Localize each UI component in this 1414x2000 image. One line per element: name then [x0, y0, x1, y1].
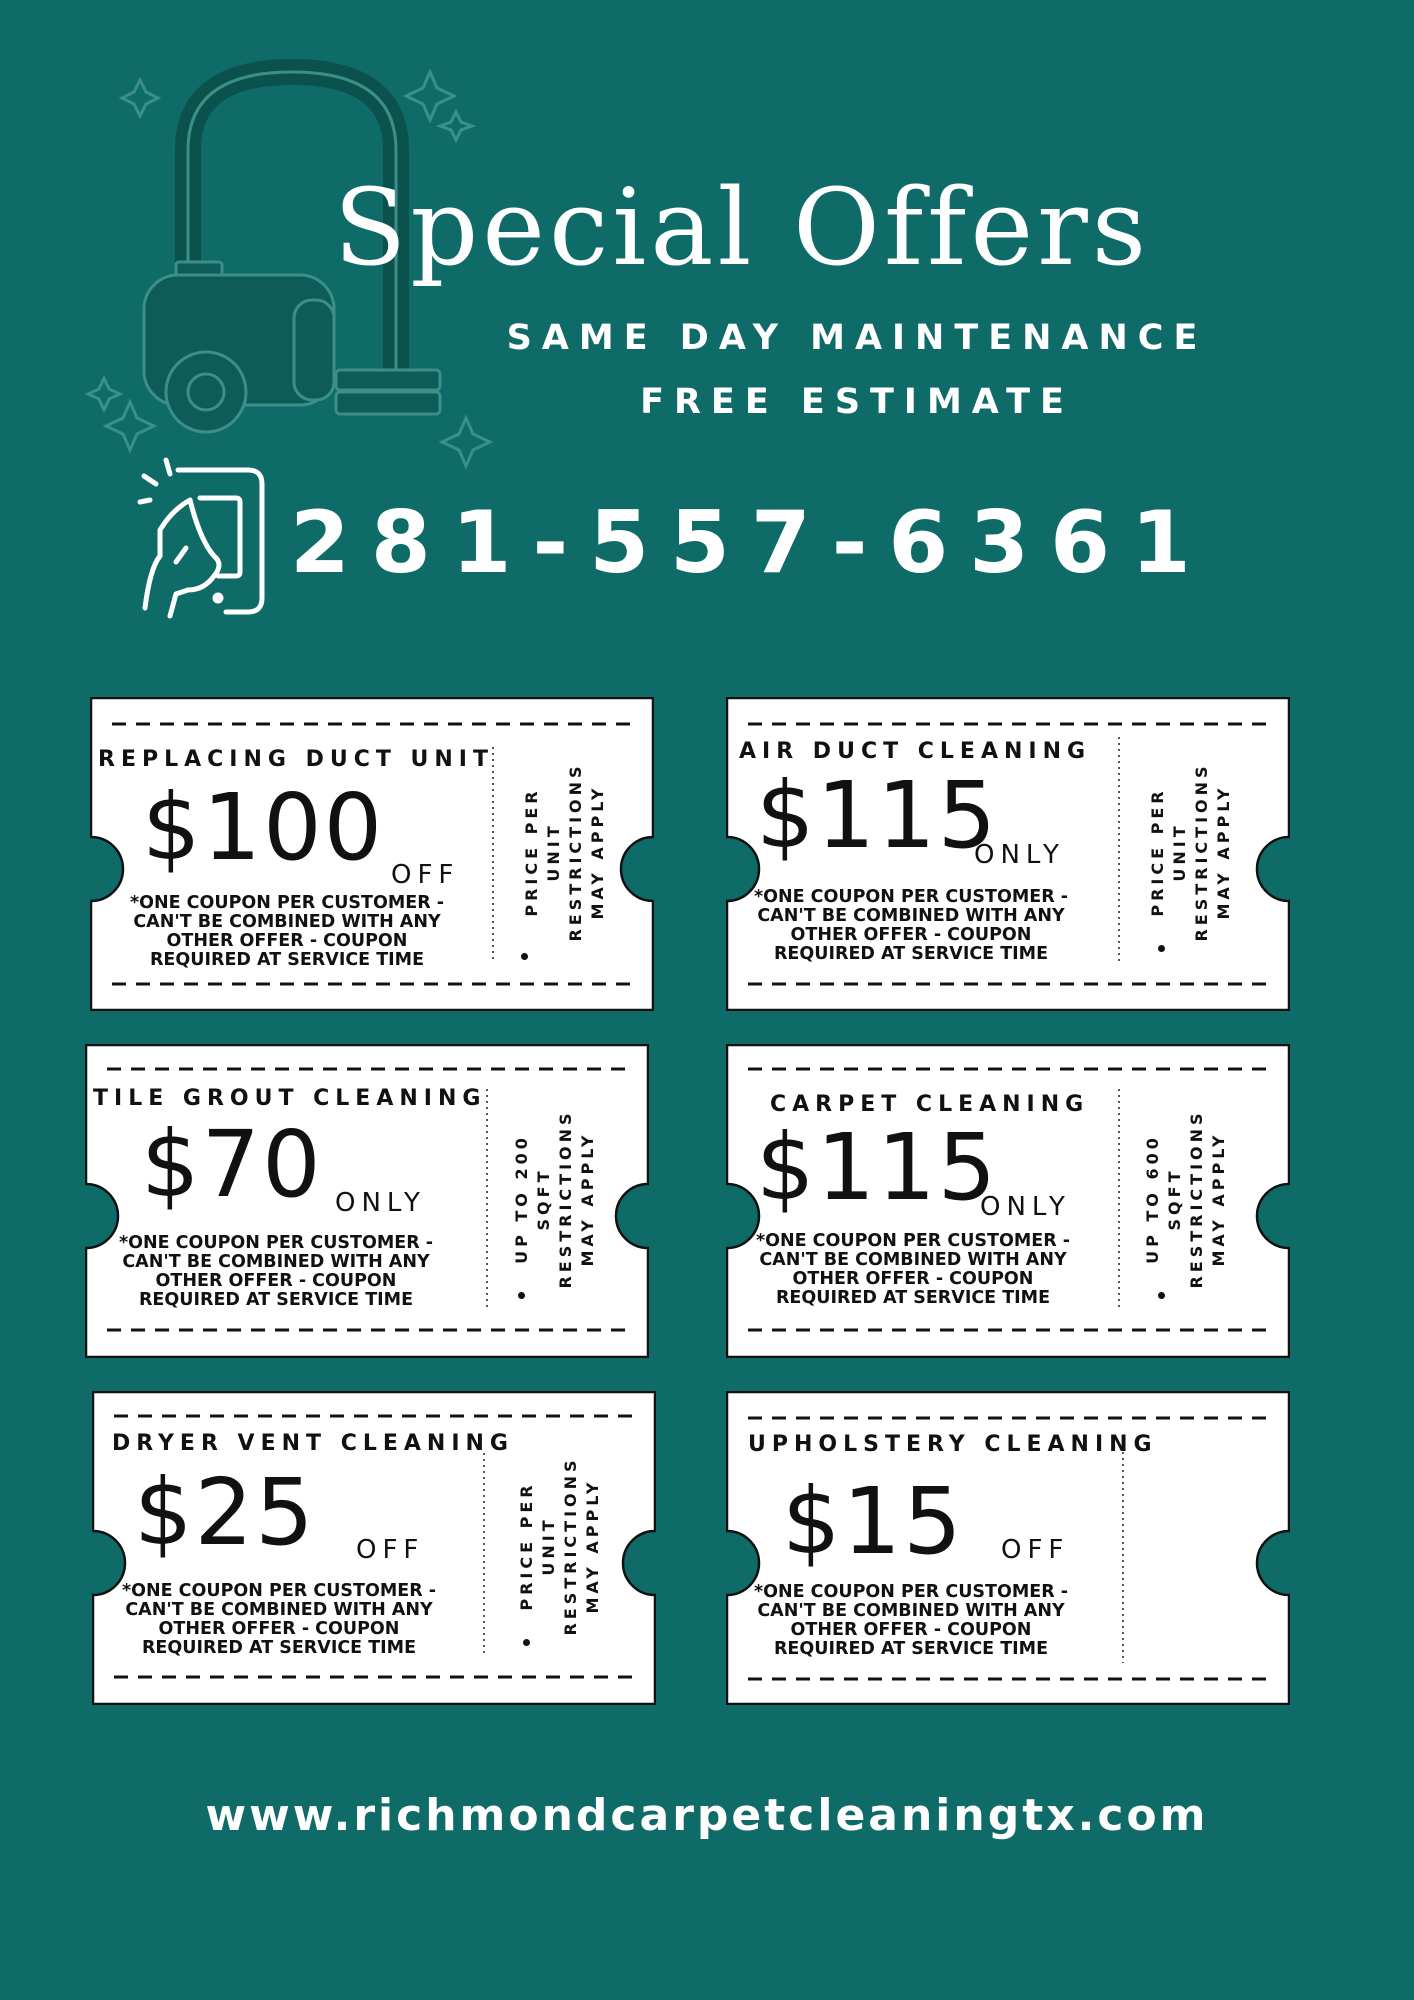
coupon-title: CARPET CLEANING: [770, 1092, 1090, 1117]
coupon-price: $70: [141, 1111, 323, 1218]
side-line-4: MAY APPLY: [1214, 784, 1233, 920]
side-line-4: MAY APPLY: [583, 1478, 602, 1614]
coupon-fine-print: *ONE COUPON PER CUSTOMER - CAN'T BE COMBINED WITH ANY OTHER OFFER - COUPON REQUIRED AT SERVICE TIME: [118, 1233, 434, 1310]
side-line-3: RESTRICTIONS: [1192, 762, 1211, 942]
bullet-dot: [523, 1639, 530, 1646]
touch-phone-icon: [140, 460, 262, 616]
side-line-2: UNIT: [539, 1516, 558, 1576]
coupon-fine-print: *ONE COUPON PER CUSTOMER - CAN'T BE COMBINED WITH ANY OTHER OFFER - COUPON REQUIRED AT SERVICE TIME: [755, 1231, 1071, 1308]
coupon-fine-print: *ONE COUPON PER CUSTOMER - CAN'T BE COMBINED WITH ANY OTHER OFFER - COUPON REQUIRED AT SERVICE TIME: [753, 887, 1069, 964]
coupon-fine-print: *ONE COUPON PER CUSTOMER - CAN'T BE COMBINED WITH ANY OTHER OFFER - COUPON REQUIRED AT SERVICE TIME: [121, 1581, 437, 1658]
phone-number[interactable]: 281-557-6361: [290, 493, 1212, 593]
coupon-title: UPHOLSTERY CLEANING: [748, 1432, 1158, 1457]
coupon-side-note: [500, 1084, 610, 1314]
side-line-4: MAY APPLY: [578, 1131, 597, 1267]
coupon-tag: ONLY: [335, 1188, 426, 1218]
side-line-1: UP TO 600: [1143, 1134, 1162, 1264]
coupon-carpet-cleaning[interactable]: [726, 1044, 1290, 1358]
side-line-2: UNIT: [544, 822, 563, 882]
coupon-air-duct-cleaning[interactable]: [726, 697, 1290, 1011]
bullet-dot: [518, 1292, 525, 1299]
coupon-upholstery-cleaning[interactable]: [726, 1391, 1290, 1705]
coupon-side-note: [1131, 1084, 1241, 1314]
coupon-dryer-vent-cleaning[interactable]: [92, 1391, 656, 1705]
free-estimate-text: FREE ESTIMATE: [640, 382, 1074, 422]
bullet-dot: [521, 953, 528, 960]
coupon-tag: OFF: [391, 860, 460, 890]
bullet-dot: [1158, 945, 1165, 952]
coupon-price: $25: [134, 1459, 316, 1566]
coupon-replacing-duct-unit[interactable]: [90, 697, 654, 1011]
coupon-side-note: [510, 737, 620, 967]
side-line-3: RESTRICTIONS: [556, 1109, 575, 1289]
side-line-3: RESTRICTIONS: [566, 762, 585, 942]
side-line-2: SQFT: [1165, 1167, 1184, 1231]
side-line-4: MAY APPLY: [588, 784, 607, 920]
coupon-tag: OFF: [356, 1535, 425, 1565]
coupon-tag: ONLY: [974, 840, 1065, 870]
coupon-side-note: [505, 1431, 615, 1661]
coupon-title: REPLACING DUCT UNIT: [98, 747, 495, 772]
side-line-1: PRICE PER: [1148, 787, 1167, 917]
coupon-tag: ONLY: [980, 1192, 1071, 1222]
coupon-price: $100: [142, 774, 385, 881]
coupon-price: $15: [782, 1468, 964, 1575]
coupon-fine-print: *ONE COUPON PER CUSTOMER - CAN'T BE COMBINED WITH ANY OTHER OFFER - COUPON REQUIRED AT SERVICE TIME: [129, 893, 445, 970]
side-line-4: MAY APPLY: [1209, 1131, 1228, 1267]
bullet-dot: [1158, 1292, 1165, 1299]
same-day-maintenance-text: SAME DAY MAINTENANCE: [506, 318, 1208, 358]
coupon-title: AIR DUCT CLEANING: [739, 739, 1092, 764]
coupon-tile-grout-cleaning[interactable]: [85, 1044, 649, 1358]
side-line-1: PRICE PER: [517, 1481, 536, 1611]
side-line-1: UP TO 200: [512, 1134, 531, 1264]
side-line-1: PRICE PER: [522, 787, 541, 917]
coupon-price: $115: [756, 1114, 999, 1221]
side-line-3: RESTRICTIONS: [561, 1456, 580, 1636]
website-link[interactable]: www.richmondcarpetcleaningtx.com: [205, 1790, 1209, 1841]
coupon-side-note: [1136, 737, 1246, 967]
side-line-3: RESTRICTIONS: [1187, 1109, 1206, 1289]
coupon-title: DRYER VENT CLEANING: [112, 1431, 514, 1456]
coupon-price: $115: [756, 762, 999, 869]
coupon-title: TILE GROUT CLEANING: [93, 1086, 487, 1111]
side-line-2: SQFT: [534, 1167, 553, 1231]
coupon-fine-print: *ONE COUPON PER CUSTOMER - CAN'T BE COMBINED WITH ANY OTHER OFFER - COUPON REQUIRED AT SERVICE TIME: [753, 1582, 1069, 1659]
page-title: Special Offers: [333, 166, 1151, 289]
coupon-tag: OFF: [1001, 1535, 1070, 1565]
side-line-2: UNIT: [1170, 822, 1189, 882]
